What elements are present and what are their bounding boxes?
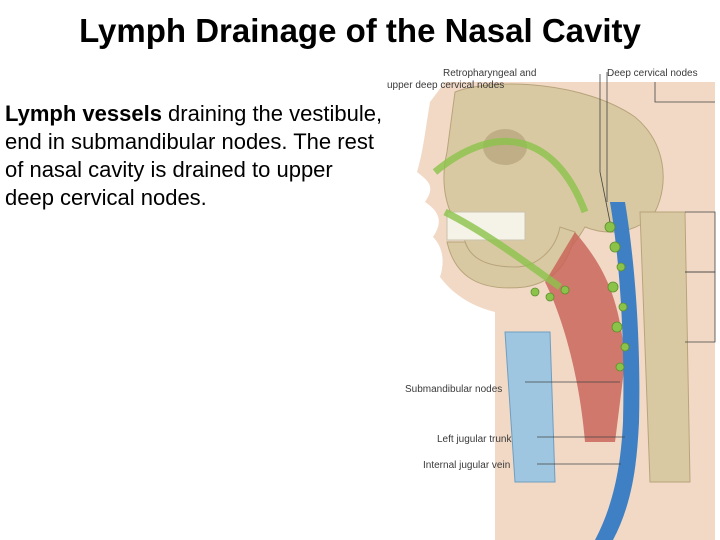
head-neck-lymph-diagram	[385, 62, 720, 540]
key-term: Lymph vessels	[5, 101, 162, 126]
label-retropharyngeal-line1: Retropharyngeal and	[443, 68, 537, 79]
label-submandibular-nodes: Submandibular nodes	[405, 384, 503, 395]
label-left-jugular-trunk: Left jugular trunk	[437, 434, 512, 445]
slide-title: Lymph Drainage of the Nasal Cavity	[79, 12, 641, 49]
anatomy-illustration	[385, 62, 720, 540]
label-deep-cervical-nodes: Deep cervical nodes	[607, 68, 698, 79]
body-text: draining the vestibule, end in submandibular nodes. The rest of nasal cavity is drained to upper deep cervical nodes.	[5, 101, 383, 210]
eye-orbit	[483, 129, 527, 165]
body-paragraph	[5, 100, 385, 212]
label-internal-jugular-vein: Internal jugular vein	[423, 460, 511, 471]
label-retropharyngeal-line2: upper deep cervical nodes	[387, 80, 505, 91]
